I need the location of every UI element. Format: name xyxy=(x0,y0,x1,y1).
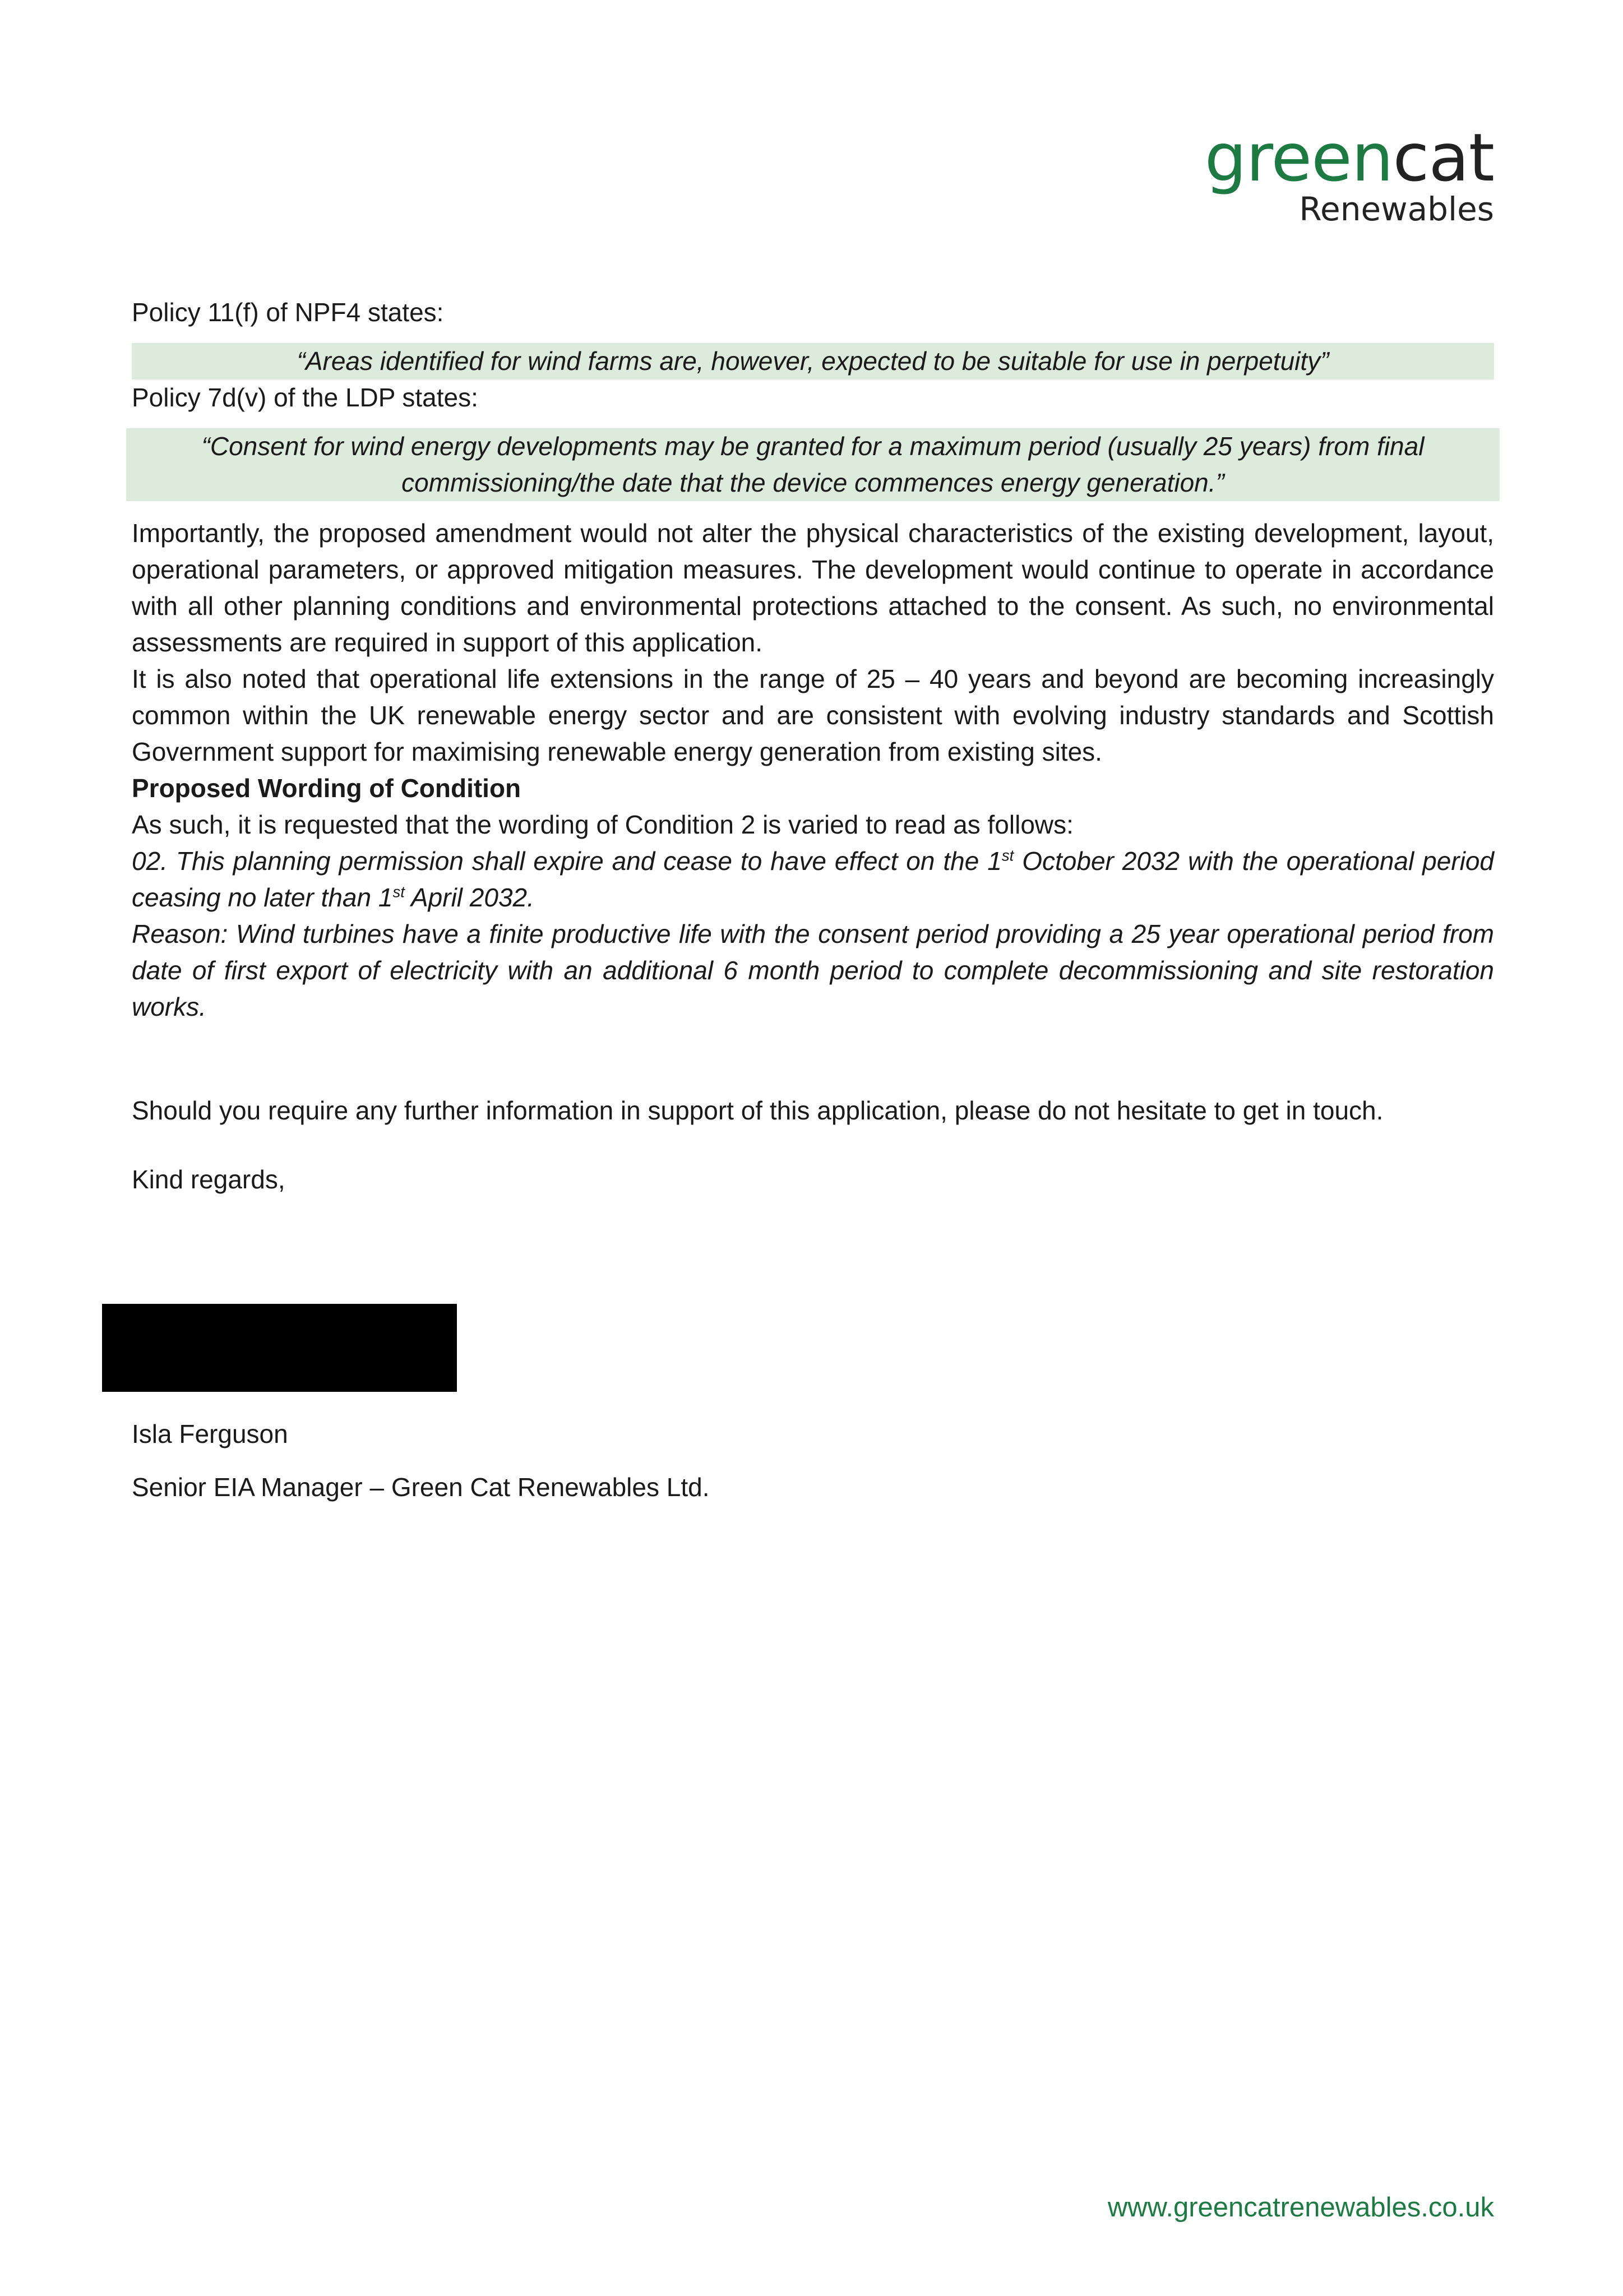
policy-ldp-quote xyxy=(126,428,1500,501)
policy-npf4-intro: Policy 11(f) of NPF4 states: xyxy=(132,298,444,327)
closing-regards: Kind regards, xyxy=(132,1165,285,1194)
policy-ldp-quote-line2: commissioning/the date that the device commences energy generation.” xyxy=(401,468,1224,497)
letter-body xyxy=(132,294,1494,1198)
condition-text-part2: October 2032 with the operational period ceasing no later than 1 xyxy=(132,846,1494,912)
paragraph-extensions: It is also noted that operational life extensions in the range of 25 – 40 years and beyond are becoming increasingly common within the UK renewable energy sector and are consistent with evolving industry standards and Scottish Government support for maximising renewable energy generation from existing sites. xyxy=(132,664,1494,766)
paragraph-importantly: Importantly, the proposed amendment would not alter the physical characteristics of the existing development, layout, operational parameters, or approved mitigation measures. The development would continue to operate in accordance with all other planning conditions and environmental protections attached to the consent. As such, no environmental assessments are required in support of this application. xyxy=(132,519,1494,657)
logo-green-text: green xyxy=(1204,119,1393,196)
logo-renewables-text: Renewables xyxy=(1299,190,1494,228)
condition-sup-2: st xyxy=(392,883,405,901)
proposed-wording-intro: As such, it is requested that the wording of Condition 2 is varied to read as follows: xyxy=(132,810,1074,839)
signatory-name: Isla Ferguson xyxy=(132,1419,288,1448)
logo-cat-text: cat xyxy=(1393,119,1494,196)
condition-text-part3: April 2032. xyxy=(404,883,534,912)
condition-reason: Reason: Wind turbines have a finite productive life with the consent period providing a 25 year operational period from date of first export of electricity with an additional 6 month period to complete decommissioning and site restoration works. xyxy=(132,919,1494,1021)
logo-wordmark xyxy=(1204,119,1494,196)
condition-text-part1: 02. This planning permission shall expire and cease to have effect on the 1 xyxy=(132,846,1002,876)
proposed-wording-heading: Proposed Wording of Condition xyxy=(132,774,521,803)
condition-text xyxy=(132,843,1494,916)
condition-sup-1: st xyxy=(1001,846,1014,864)
signature-redaction xyxy=(102,1304,457,1392)
footer-website-link[interactable]: www.greencatrenewables.co.uk xyxy=(1107,2192,1494,2223)
signatory-block xyxy=(132,1416,710,1506)
policy-ldp-quote-line1: “Consent for wind energy developments may be granted for a maximum period (usually 25 years) from final xyxy=(201,432,1425,461)
closing-further-info: Should you require any further information in support of this application, please do not hesitate to get in touch. xyxy=(132,1096,1384,1125)
policy-ldp-intro: Policy 7d(v) of the LDP states: xyxy=(132,383,478,412)
company-logo xyxy=(1204,119,1494,228)
policy-npf4-quote: “Areas identified for wind farms are, however, expected to be suitable for use in perpetuity” xyxy=(132,343,1494,379)
signatory-title: Senior EIA Manager – Green Cat Renewables Ltd. xyxy=(132,1473,710,1502)
